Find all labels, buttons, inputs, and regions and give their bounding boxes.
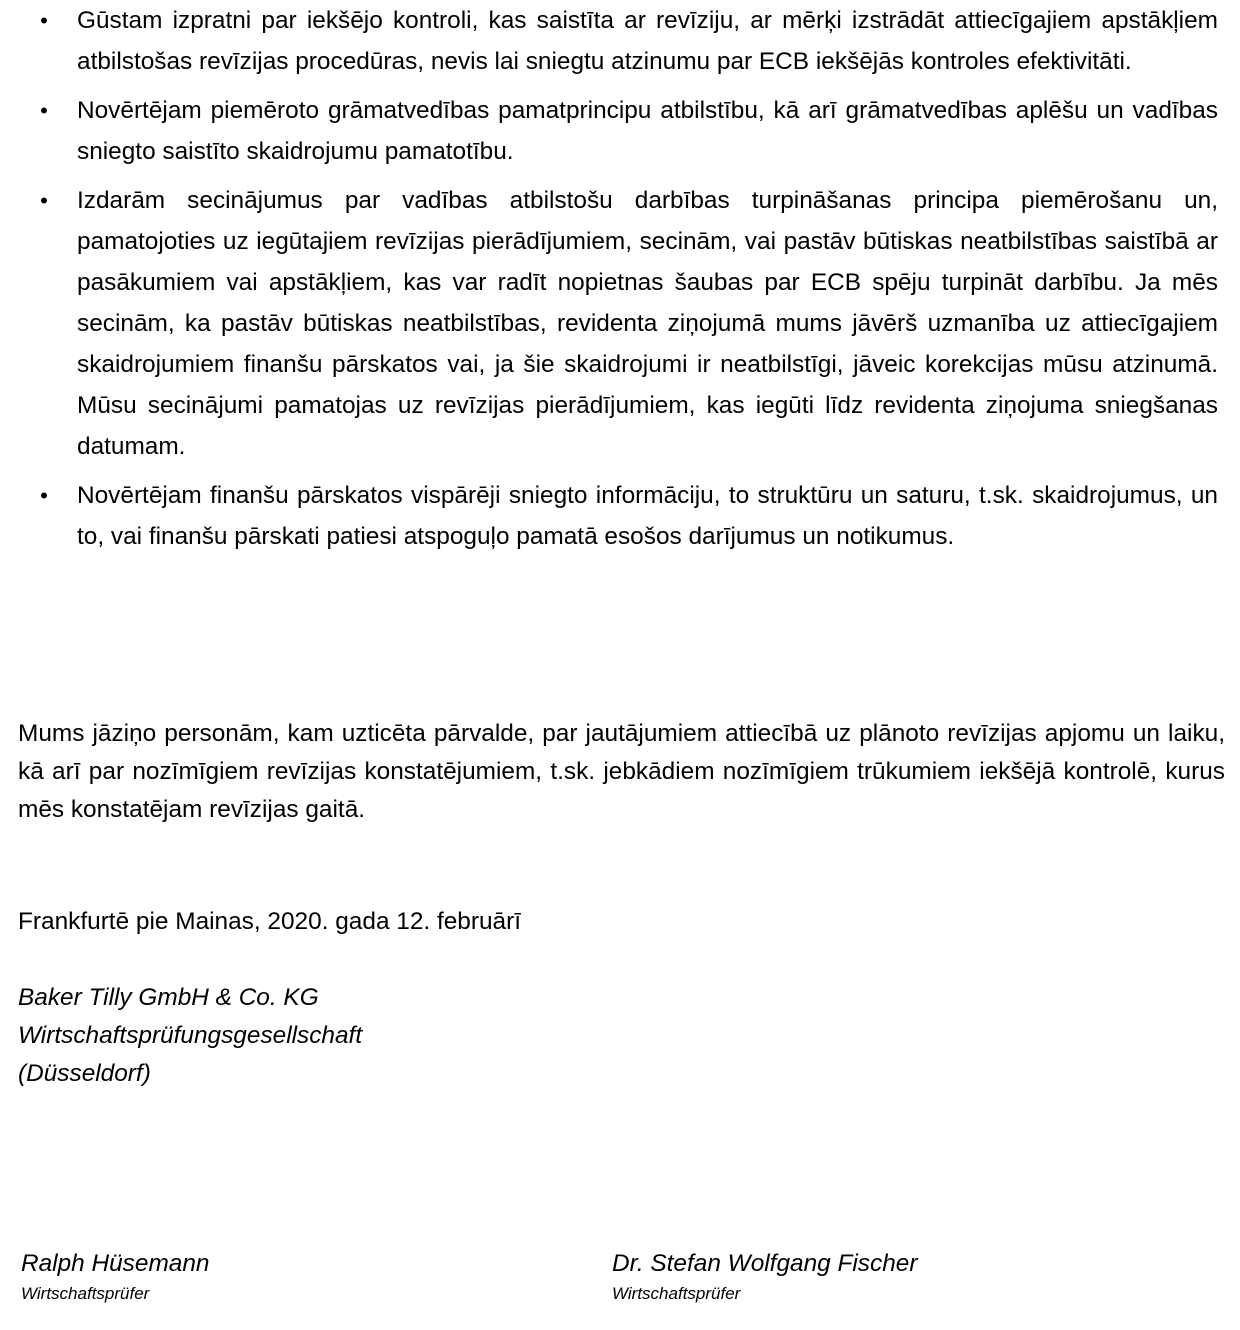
- governance-communication-paragraph: Mums jāziņo personām, kam uzticēta pārvalde, par jautājumiem attiecībā uz plānoto revīzijas apjomu un laiku, kā arī par nozīmīgiem revīzijas konstatējumiem, t.sk. jebkādiem nozīmīgiem trūkumiem iekšējā kontrolē, kurus mēs konstatējam revīzijas gaitā.: [18, 720, 1225, 823]
- place-and-date: Frankfurtē pie Mainas, 2020. gada 12. februārī: [18, 908, 522, 935]
- firm-location: (Düsseldorf): [18, 1060, 151, 1087]
- signatory-name: Dr. Stefan Wolfgang Fischer: [612, 1250, 918, 1277]
- list-item-text: Novērtējam piemēroto grāmatvedības pamatprincipu atbilstību, kā arī grāmatvedības aplēšu un vadības sniegto saistīto skaidrojumu pamatotību.: [77, 97, 1218, 165]
- list-item-text: Novērtējam finanšu pārskatos vispārēji sniegto informāciju, to struktūru un saturu, t.sk. skaidrojumus, un to, vai finanšu pārskati patiesi atspoguļo pamatā esošos darījumus un notikumus.: [77, 482, 1218, 550]
- list-item: [18, 90, 1218, 172]
- bullet-icon: •: [40, 188, 48, 213]
- list-item: [18, 180, 1218, 467]
- list-item-text: Gūstam izpratni par iekšējo kontroli, kas saistīta ar revīziju, ar mērķi izstrādāt attiecīgajiem apstākļiem atbilstošas revīzijas procedūras, nevis lai sniegtu atzinumu par ECB iekšējās kontroles efektivitāti.: [77, 7, 1218, 75]
- audit-firm-block: [18, 979, 362, 1093]
- signatory-title: Wirtschaftsprüfer: [21, 1284, 150, 1303]
- list-item-text: Izdarām secinājumus par vadības atbilstošu darbības turpināšanas principa piemērošanu un, pamatojoties uz iegūtajiem revīzijas pierādījumiem, secinām, vai pastāv būtiskas neatbilstības saistībā ar pasākumiem vai apstākļiem, kas var radīt nopietnas šaubas par ECB spēju turpināt darbību. Ja mēs secinām, ka pastāv būtiskas neatbilstības, revidenta ziņojumā mums jāvērš uzmanība uz attiecīgajiem skaidrojumiem finanšu pārskatos vai, ja šie skaidrojumi ir neatbilstīgi, jāveic korekcijas mūsu atzinumā. Mūsu secinājumi pamatojas uz revīzijas pierādījumiem, kas iegūti līdz revidenta ziņojuma sniegšanas datumam.: [77, 187, 1218, 460]
- firm-name: Baker Tilly GmbH & Co. KG: [18, 984, 319, 1011]
- bullet-icon: •: [40, 8, 48, 33]
- signatory-left: [21, 1245, 209, 1305]
- firm-type: Wirtschaftsprüfungsgesellschaft: [18, 1022, 363, 1049]
- list-item: [18, 0, 1218, 82]
- signatory-name: Ralph Hüsemann: [21, 1250, 210, 1277]
- bullet-icon: •: [40, 483, 48, 508]
- signatory-right: [612, 1245, 917, 1305]
- list-item: [18, 475, 1218, 557]
- bullet-icon: •: [40, 98, 48, 123]
- audit-procedures-list: [18, 0, 1218, 565]
- signatory-title: Wirtschaftsprüfer: [612, 1284, 741, 1303]
